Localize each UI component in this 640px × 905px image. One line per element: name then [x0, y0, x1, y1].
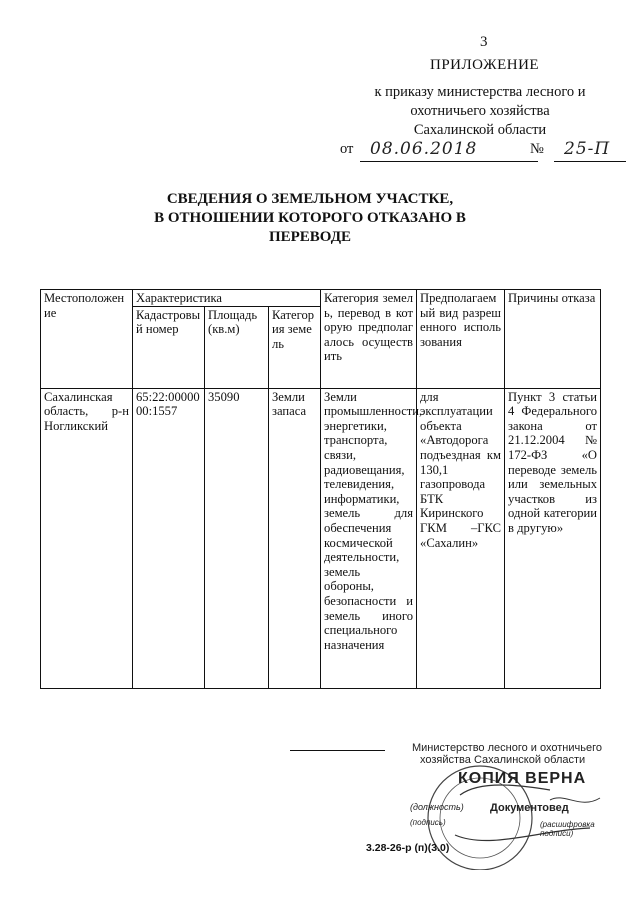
cell-location: Сахалинская область, р-н Ногликский: [41, 388, 133, 688]
heading-line-1: СВЕДЕНИЯ О ЗЕМЕЛЬНОМ УЧАСТКЕ,: [166, 191, 454, 207]
cell-intended-use: для эксплуатации объекта «Автодорога подъездная км 130,1 газопровода БТК Киринского ГКМ –ГКС «Сахалин»: [417, 388, 505, 688]
stamp-position-caption: (должность): [410, 802, 464, 812]
cell-reasons: Пункт 3 статьи 4 Федерального закона от 21.12.2004 № 172-ФЗ «О переводе земель или земельных участков из одной категории в другую»: [505, 388, 601, 688]
header-area: Площадь (кв.м): [205, 306, 269, 388]
footer-code: 3.28-26-р (п)(3.0): [366, 842, 450, 854]
stamp-sign-caption: (подпись): [410, 818, 446, 827]
header-characteristics: Характеристика: [133, 290, 321, 307]
cell-cadastral: 65:22:0000000:1557: [133, 388, 205, 688]
appendix-line-3: Сахалинской области: [413, 122, 547, 138]
header-location: Местоположение: [41, 290, 133, 389]
stamp-dept: Документовед: [490, 802, 569, 814]
page-number: 3: [480, 34, 488, 50]
table-header-row: [41, 290, 601, 307]
appendix-line-1: к приказу министерства лесного и: [374, 84, 586, 100]
appendix-line-2: охотничьего хозяйства: [410, 103, 550, 119]
date-label: от: [340, 141, 354, 157]
header-reasons: Причины отказа: [505, 290, 601, 389]
header-intended-use: Предполагаемый вид разрешенного использования: [417, 290, 505, 389]
header-target-category: Категория земель, перевод в которую предполагалось осуществить: [321, 290, 417, 389]
cell-target-category: Земли промышленности, энергетики, транспорта, связи, радиовещания, телевидения, информатики, земель для обеспечения космической деятельности, земель обороны, безопасности и земель иного специального назначения: [321, 388, 417, 688]
header-cadastral: Кадастровый номер: [133, 306, 205, 388]
document-heading: [100, 190, 520, 247]
header-land-category: Категория земель: [269, 306, 321, 388]
order-date-row: [340, 138, 630, 160]
signature-line: [290, 750, 385, 751]
handwritten-number: 25-П: [564, 139, 611, 159]
appendix-title: ПРИЛОЖЕНИЕ: [430, 57, 540, 73]
land-plot-table: [40, 289, 601, 689]
heading-line-2: В ОТНОШЕНИИ КОТОРОГО ОТКАЗАНО В: [154, 210, 466, 226]
stamp-sign-decode-caption: (расшифровка подписи): [540, 820, 595, 838]
stamp-title: КОПИЯ ВЕРНА: [458, 770, 587, 787]
cell-area: 35090: [205, 388, 269, 688]
stamp-org-line-1: Министерство лесного и охотничьего: [412, 742, 602, 754]
cell-land-category: Земли запаса: [269, 388, 321, 688]
table-row: [41, 388, 601, 688]
handwritten-date: 08.06.2018: [370, 139, 478, 159]
number-label: №: [530, 141, 544, 157]
number-field: [554, 141, 626, 162]
date-field: [360, 141, 538, 162]
stamp-org-line-2: хозяйства Сахалинской области: [420, 754, 586, 766]
heading-line-3: ПЕРЕВОДЕ: [268, 229, 352, 245]
